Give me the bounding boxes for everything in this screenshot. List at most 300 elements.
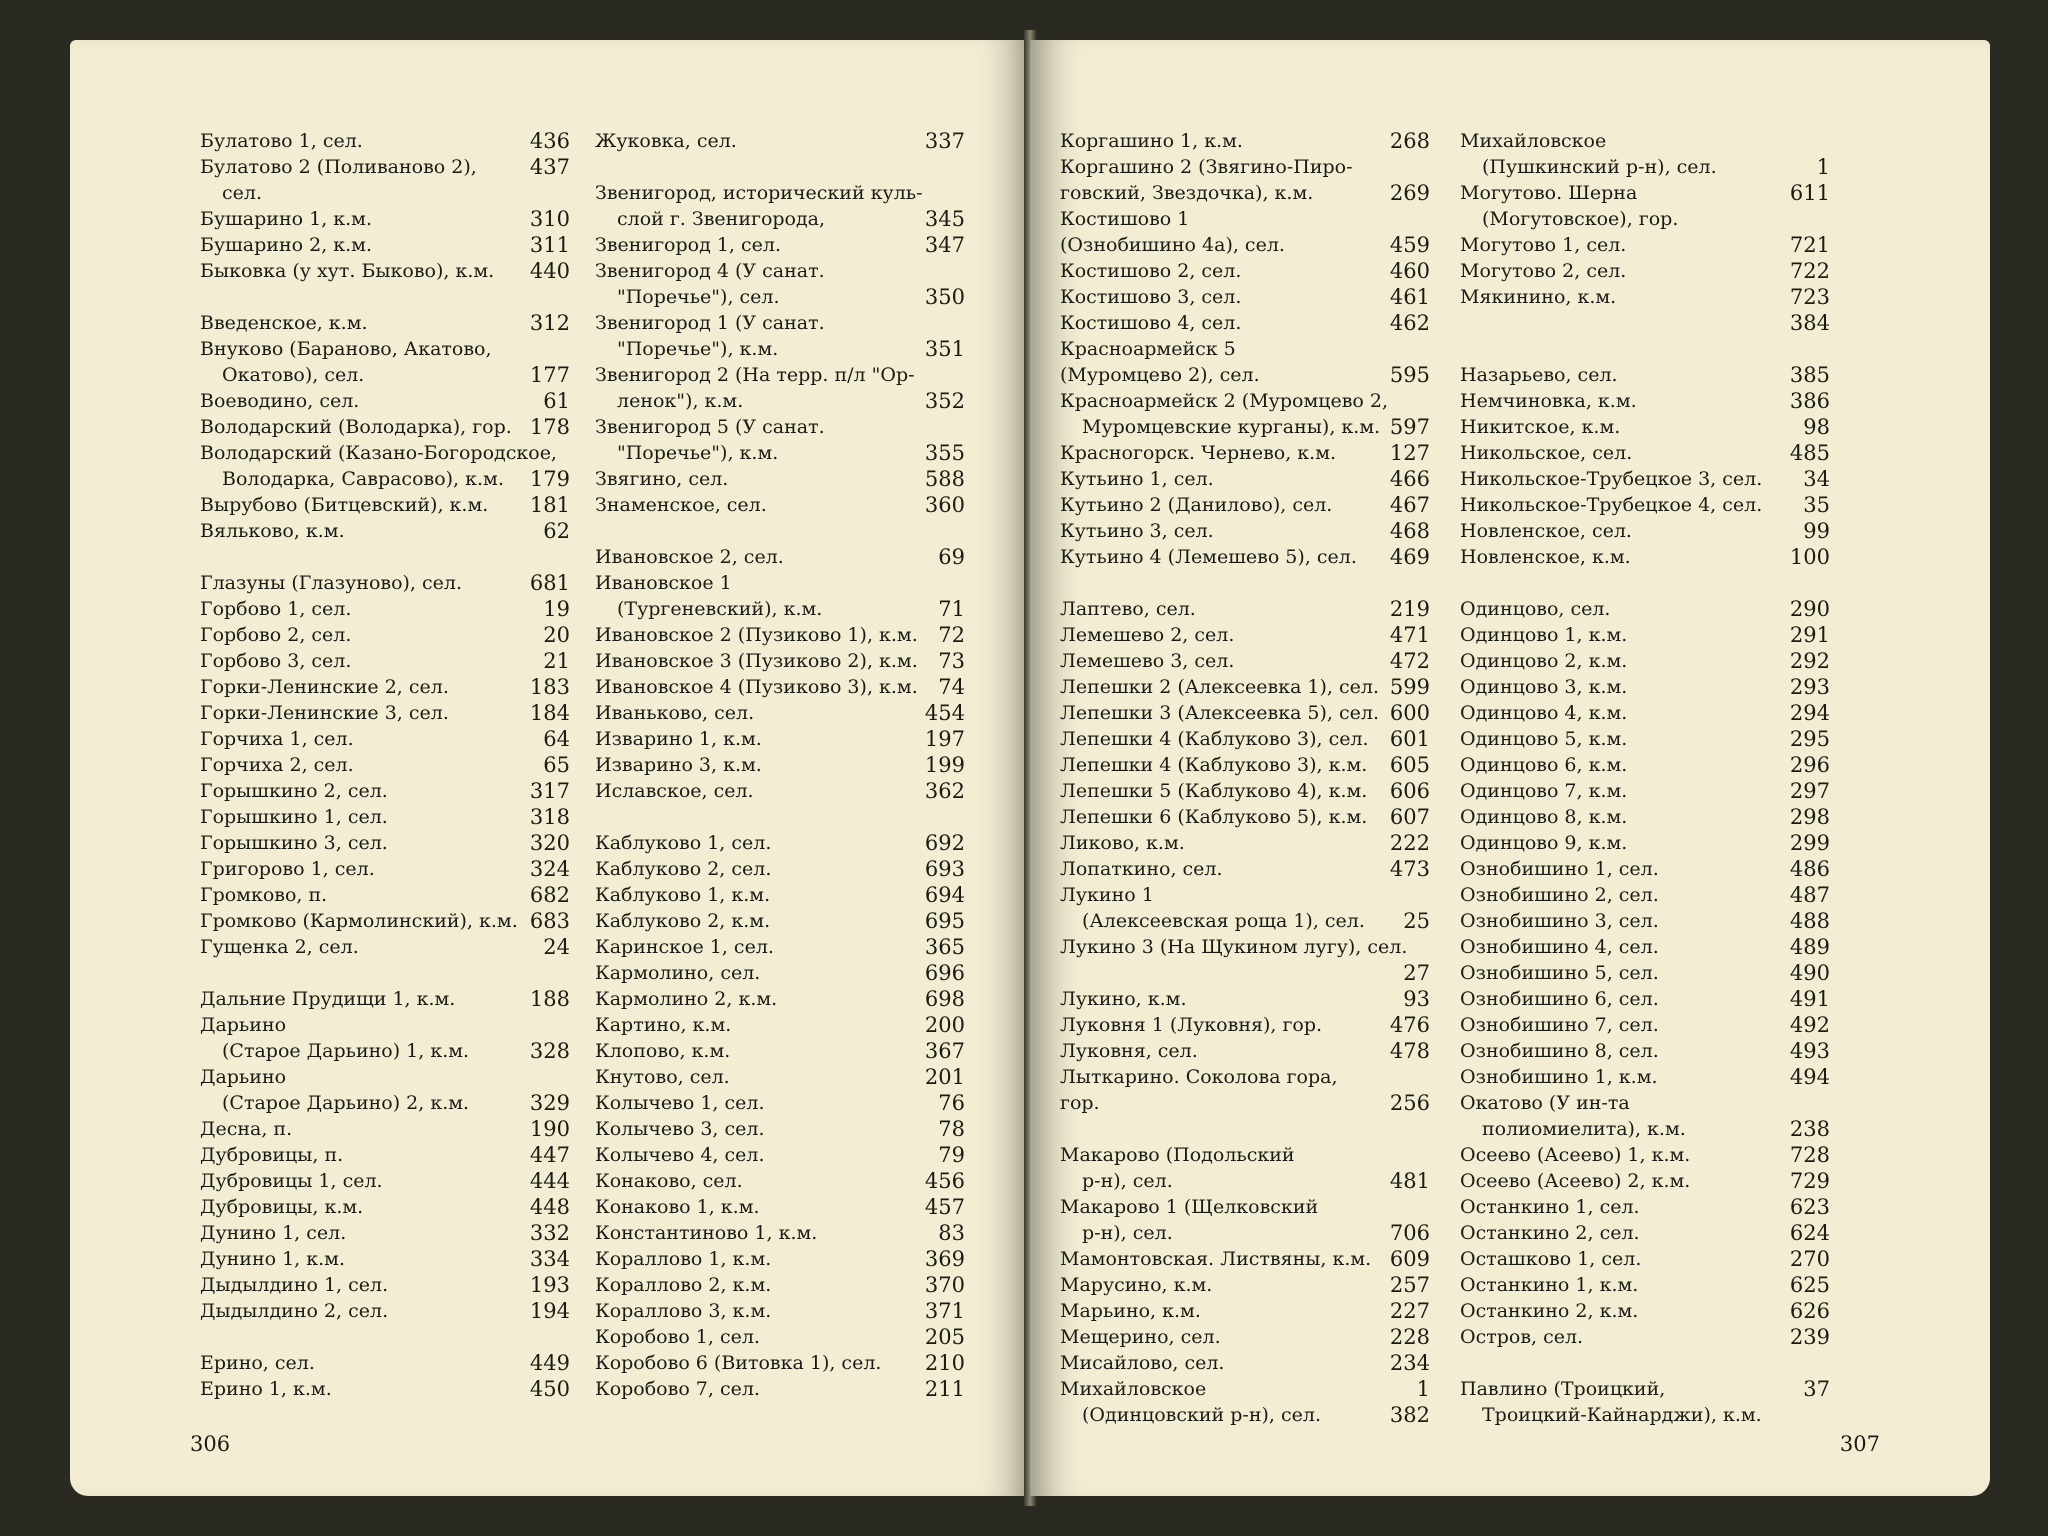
entry-page: 345 [924, 207, 965, 231]
entry-page: 595 [1389, 363, 1430, 387]
index-entry [1060, 856, 1430, 882]
index-entry [595, 1090, 965, 1116]
entry-name: Останкино 1, к.м. [1460, 1274, 1639, 1296]
index-entry [595, 258, 965, 284]
entry-page: 481 [1389, 1169, 1430, 1193]
index-entry [200, 1272, 570, 1298]
entry-name: Назарьево, сел. [1460, 364, 1618, 386]
entry-name: Осташково 1, сел. [1460, 1248, 1642, 1270]
entry-name: Лепешки 2 (Алексеевка 1), сел. [1060, 676, 1380, 698]
entry-page: 329 [529, 1091, 570, 1115]
entry-page: 197 [924, 727, 965, 751]
entry-page: 294 [1789, 701, 1830, 725]
entry-name: Лепешки 4 (Каблуково 3), сел. [1060, 728, 1369, 750]
entry-page: 65 [543, 753, 570, 777]
index-entry [1060, 1298, 1430, 1324]
index-column-2 [595, 128, 965, 1402]
entry-name: р-н), сел. [1082, 1222, 1173, 1244]
entry-name: Ознобишино 1, сел. [1460, 858, 1659, 880]
index-entry [1460, 596, 1830, 622]
index-entry [1060, 232, 1430, 258]
entry-page: 37 [1803, 1377, 1830, 1401]
entry-page: 74 [938, 675, 965, 699]
entry-name: Колычево 4, сел. [595, 1144, 765, 1166]
entry-page: 723 [1789, 285, 1830, 309]
index-column-4 [1460, 128, 1830, 1428]
entry-name: Лукино, к.м. [1060, 988, 1187, 1010]
entry-name: Вяльково, к.м. [200, 520, 345, 542]
entry-name: слой г. Звенигорода, [617, 208, 826, 230]
entry-name: Володарский (Казано-Богородское, [200, 442, 557, 464]
entry-name: Лукино 3 (На Щукином лугу), сел. [1060, 936, 1408, 958]
index-entry [595, 232, 965, 258]
entry-name: (Старое Дарьино) 2, к.м. [222, 1092, 470, 1114]
entry-name: Лепешки 4 (Каблуково 3), к.м. [1060, 754, 1368, 776]
entry-name: Немчиновка, к.м. [1460, 390, 1637, 412]
entry-page: 73 [938, 649, 965, 673]
index-entry [200, 596, 570, 622]
entry-page: 100 [1789, 545, 1830, 569]
entry-name: Десна, п. [200, 1118, 293, 1140]
entry-name: Дубровицы, п. [200, 1144, 344, 1166]
index-entry [595, 440, 965, 466]
entry-name: Дунино 1, сел. [200, 1222, 347, 1244]
entry-name: Булатово 1, сел. [200, 130, 363, 152]
entry-page: 183 [529, 675, 570, 699]
entry-page: 447 [529, 1143, 570, 1167]
index-entry [595, 596, 965, 622]
entry-page: 487 [1789, 883, 1830, 907]
entry-page: 20 [543, 623, 570, 647]
entry-name: Горчиха 2, сел. [200, 754, 354, 776]
entry-name: Володарка, Саврасово), к.м. [222, 468, 504, 490]
entry-page: 382 [1389, 1403, 1430, 1427]
entry-name: Могутово. Шерна [1460, 182, 1638, 204]
entry-name: Ознобишино 6, сел. [1460, 988, 1659, 1010]
entry-page: 352 [924, 389, 965, 413]
index-entry [200, 1116, 570, 1142]
entry-name: Коргашино 2 (Звягино-Пиро- [1060, 156, 1353, 178]
index-entry [595, 570, 965, 596]
entry-name: Кутьино 2 (Данилово), сел. [1060, 494, 1333, 516]
entry-name: Лепешки 5 (Каблуково 4), к.м. [1060, 780, 1368, 802]
index-entry [595, 336, 965, 362]
entry-page: 436 [529, 129, 570, 153]
index-entry [595, 778, 965, 804]
entry-page: 471 [1389, 623, 1430, 647]
index-entry [1460, 310, 1830, 336]
entry-name: Луковня 1 (Луковня), гор. [1060, 1014, 1323, 1036]
entry-page: 194 [529, 1299, 570, 1323]
entry-name: Новленское, к.м. [1460, 546, 1631, 568]
entry-name: Ерино, сел. [200, 1352, 315, 1374]
entry-page: 459 [1389, 233, 1430, 257]
entry-name: Ивановское 1 [595, 572, 732, 594]
entry-page: 385 [1789, 363, 1830, 387]
index-entry [200, 440, 570, 466]
entry-name: Останкино 2, к.м. [1460, 1300, 1639, 1322]
entry-name: Марусино, к.м. [1060, 1274, 1213, 1296]
index-entry [595, 388, 965, 414]
entry-page: 211 [924, 1377, 965, 1401]
index-entry [200, 1194, 570, 1220]
entry-page: 270 [1789, 1247, 1830, 1271]
entry-name: Григорово 1, сел. [200, 858, 375, 880]
index-entry [200, 830, 570, 856]
index-entry [200, 518, 570, 544]
entry-name: Ознобишино 8, сел. [1460, 1040, 1659, 1062]
index-entry [1060, 934, 1430, 960]
entry-page: 83 [938, 1221, 965, 1245]
entry-name: Луковня, сел. [1060, 1040, 1198, 1062]
index-entry [1060, 986, 1430, 1012]
index-entry [595, 1298, 965, 1324]
index-entry [1060, 1220, 1430, 1246]
index-entry [1060, 1402, 1430, 1428]
index-entry [1460, 752, 1830, 778]
entry-name: (Пушкинский р-н), сел. [1482, 156, 1717, 178]
entry-name: Одинцово 3, к.м. [1460, 676, 1628, 698]
index-entry [1060, 414, 1430, 440]
index-entry [1460, 1194, 1830, 1220]
entry-page: 199 [924, 753, 965, 777]
entry-name: Знаменское, сел. [595, 494, 767, 516]
entry-name: Кутьино 3, сел. [1060, 520, 1214, 542]
index-entry [595, 466, 965, 492]
index-entry [595, 128, 965, 154]
index-entry [1460, 908, 1830, 934]
index-entry [1460, 648, 1830, 674]
entry-page: 694 [924, 883, 965, 907]
index-entry [200, 648, 570, 674]
entry-page: 351 [924, 337, 965, 361]
entry-name: Окатово), сел. [222, 364, 365, 386]
index-entry [1460, 804, 1830, 830]
entry-name: Дарьино [200, 1014, 287, 1036]
index-entry [1460, 1116, 1830, 1142]
entry-name: Бушарино 1, к.м. [200, 208, 373, 230]
index-entry [1460, 1012, 1830, 1038]
entry-page: 605 [1389, 753, 1430, 777]
entry-page: 205 [924, 1325, 965, 1349]
entry-page: 490 [1789, 961, 1830, 985]
entry-name: Коробово 1, сел. [595, 1326, 760, 1348]
entry-page: 76 [938, 1091, 965, 1115]
index-entry [1060, 648, 1430, 674]
index-entry [595, 362, 965, 388]
entry-page: 200 [924, 1013, 965, 1037]
entry-name: Ликово, к.м. [1060, 832, 1185, 854]
entry-name: Никольское-Трубецкое 4, сел. [1460, 494, 1763, 516]
index-entry [595, 310, 965, 336]
entry-name: Одинцово 9, к.м. [1460, 832, 1628, 854]
index-entry [200, 1376, 570, 1402]
entry-name: (Алексеевская роща 1), сел. [1082, 910, 1365, 932]
entry-name: Горышкино 1, сел. [200, 806, 388, 828]
entry-page: 448 [529, 1195, 570, 1219]
index-entry [1460, 830, 1830, 856]
entry-page: 473 [1389, 857, 1430, 881]
entry-page: 317 [529, 779, 570, 803]
entry-page: 1 [1816, 155, 1830, 179]
index-entry [1060, 1038, 1430, 1064]
entry-page: 320 [529, 831, 570, 855]
index-entry [1060, 1064, 1430, 1116]
entry-page: 386 [1789, 389, 1830, 413]
entry-name: (Муромцево 2), сел. [1060, 364, 1260, 386]
index-entry [1460, 960, 1830, 986]
entry-page: 472 [1389, 649, 1430, 673]
entry-name: Кораллово 2, к.м. [595, 1274, 772, 1296]
index-entry [595, 1220, 965, 1246]
entry-page: 299 [1789, 831, 1830, 855]
entry-name: Каблуково 2, к.м. [595, 910, 771, 932]
entry-page: 291 [1789, 623, 1830, 647]
entry-name: Макарово 1 (Щелковский [1060, 1196, 1319, 1218]
entry-name: Муромцевские курганы), к.м. [1082, 416, 1381, 438]
index-entry [200, 388, 570, 414]
entry-name: Костишово 1 [1060, 208, 1190, 230]
letter-gap [595, 804, 965, 830]
index-entry [200, 258, 570, 284]
entry-page: 34 [1803, 467, 1830, 491]
entry-page: 210 [924, 1351, 965, 1375]
entry-page: 290 [1789, 597, 1830, 621]
letter-gap [200, 284, 570, 310]
entry-page: 312 [529, 311, 570, 335]
entry-page: 293 [1789, 675, 1830, 699]
letter-gap [200, 960, 570, 986]
entry-name: Костишово 2, сел. [1060, 260, 1242, 282]
entry-name: Воеводино, сел. [200, 390, 360, 412]
entry-page: 489 [1789, 935, 1830, 959]
index-entry [1060, 830, 1430, 856]
index-entry [200, 908, 570, 934]
entry-name: Красноармейск 2 (Муромцево 2, [1060, 390, 1388, 412]
index-entry [200, 804, 570, 830]
index-entry [1060, 1012, 1430, 1038]
index-entry [1060, 1324, 1430, 1350]
index-entry [1460, 934, 1830, 960]
entry-name: (Могутовское), гор. [1482, 208, 1679, 230]
index-entry [200, 1246, 570, 1272]
index-entry [595, 700, 965, 726]
entry-name: Колычево 3, сел. [595, 1118, 765, 1140]
index-entry [595, 1064, 965, 1090]
entry-page: 488 [1789, 909, 1830, 933]
index-entry [200, 882, 570, 908]
index-entry [200, 336, 570, 362]
index-entry [200, 570, 570, 596]
entry-name: Лыткарино. Соколова гора, гор. [1060, 1066, 1344, 1114]
index-entry [200, 726, 570, 752]
index-entry [1060, 258, 1430, 284]
index-entry [1060, 492, 1430, 518]
entry-page: 24 [543, 935, 570, 959]
entry-name: Громково, п. [200, 884, 328, 906]
entry-name: Горышкино 3, сел. [200, 832, 388, 854]
entry-page: 695 [924, 909, 965, 933]
entry-name: Ерино 1, к.м. [200, 1378, 332, 1400]
entry-page: 328 [529, 1039, 570, 1063]
entry-page: 222 [1389, 831, 1430, 855]
index-entry [595, 1246, 965, 1272]
entry-page: 69 [938, 545, 965, 569]
index-entry [1460, 1168, 1830, 1194]
index-entry [200, 856, 570, 882]
entry-name: Дубровицы 1, сел. [200, 1170, 383, 1192]
entry-page: 239 [1789, 1325, 1830, 1349]
entry-page: 337 [924, 129, 965, 153]
letter-gap [595, 518, 965, 544]
entry-name: Одинцово 1, к.м. [1460, 624, 1628, 646]
index-entry [200, 1038, 570, 1064]
entry-page: 64 [543, 727, 570, 751]
index-entry [595, 492, 965, 518]
entry-page: 600 [1389, 701, 1430, 725]
entry-page: 178 [529, 415, 570, 439]
entry-name: Никольское, сел. [1460, 442, 1633, 464]
entry-page: 256 [1389, 1091, 1430, 1115]
entry-page: 296 [1789, 753, 1830, 777]
entry-name: Одинцово 2, к.м. [1460, 650, 1628, 672]
entry-page: 371 [924, 1299, 965, 1323]
index-entry [1460, 1064, 1830, 1090]
entry-page: 457 [924, 1195, 965, 1219]
index-entry [1460, 856, 1830, 882]
index-entry [1060, 310, 1430, 336]
entry-name: Введенское, к.м. [200, 312, 368, 334]
index-entry [1060, 1246, 1430, 1272]
entry-page: 440 [529, 259, 570, 283]
index-entry [200, 986, 570, 1012]
entry-page: 295 [1789, 727, 1830, 751]
entry-name: Ознобишино 4, сел. [1460, 936, 1659, 958]
entry-name: Мякинино, к.м. [1460, 286, 1617, 308]
entry-name: Коргашино 1, к.м. [1060, 130, 1243, 152]
entry-name: Изварино 3, к.м. [595, 754, 762, 776]
entry-name: Останкино 2, сел. [1460, 1222, 1640, 1244]
index-entry [595, 830, 965, 856]
entry-name: Павлино (Троицкий, [1460, 1378, 1666, 1400]
index-entry [595, 180, 965, 206]
index-entry [595, 1168, 965, 1194]
entry-name: Звенигород 1 (У санат. [595, 312, 825, 334]
letter-gap [200, 544, 570, 570]
entry-name: Кораллово 3, к.м. [595, 1300, 772, 1322]
entry-name: Каринское 1, сел. [595, 936, 774, 958]
entry-name: Могутово 1, сел. [1460, 234, 1627, 256]
letter-gap [1460, 336, 1830, 362]
entry-name: Останкино 1, сел. [1460, 1196, 1640, 1218]
index-entry [595, 726, 965, 752]
entry-page: 681 [529, 571, 570, 595]
entry-page: 692 [924, 831, 965, 855]
entry-name: Марьино, к.м. [1060, 1300, 1201, 1322]
entry-name: Глазуны (Глазуново), сел. [200, 572, 463, 594]
index-entry [595, 934, 965, 960]
entry-page: 682 [529, 883, 570, 907]
entry-page: 219 [1389, 597, 1430, 621]
entry-name: Остров, сел. [1460, 1326, 1584, 1348]
entry-page: 99 [1803, 519, 1830, 543]
entry-page: 476 [1389, 1013, 1430, 1037]
index-entry [1460, 414, 1830, 440]
page-number: 306 [190, 1432, 231, 1456]
entry-page: 450 [529, 1377, 570, 1401]
entry-page: 456 [924, 1169, 965, 1193]
entry-name: Коробово 6 (Витовка 1), сел. [595, 1352, 882, 1374]
index-entry [200, 154, 570, 180]
entry-name: Картино, к.м. [595, 1014, 732, 1036]
entry-page: 599 [1389, 675, 1430, 699]
index-entry [200, 232, 570, 258]
index-entry [200, 934, 570, 960]
index-entry [1060, 960, 1430, 986]
entry-page: 624 [1789, 1221, 1830, 1245]
entry-page: 454 [924, 701, 965, 725]
entry-name: "Поречье"), к.м. [617, 442, 779, 464]
index-entry [1460, 258, 1830, 284]
entry-name: Ознобишино 1, к.м. [1460, 1066, 1658, 1088]
entry-name: ленок"), к.м. [617, 390, 744, 412]
index-entry [595, 1376, 965, 1402]
entry-name: Звенигород 5 (У санат. [595, 416, 825, 438]
index-entry [595, 1038, 965, 1064]
entry-page: 362 [924, 779, 965, 803]
entry-name: Красногорск. Чернево, к.м. [1060, 442, 1337, 464]
index-entry [1060, 596, 1430, 622]
index-entry [200, 414, 570, 440]
index-entry [1460, 1376, 1830, 1402]
index-entry [1460, 388, 1830, 414]
entry-name: Ивановское 2 (Пузиково 1), к.м. [595, 624, 918, 646]
entry-page: 696 [924, 961, 965, 985]
index-entry [1460, 1272, 1830, 1298]
index-entry [1460, 128, 1830, 154]
index-entry [200, 674, 570, 700]
index-entry [595, 206, 965, 232]
entry-name: Бушарино 2, к.м. [200, 234, 373, 256]
entry-page: 729 [1789, 1169, 1830, 1193]
entry-name: Каблуково 1, к.м. [595, 884, 771, 906]
entry-page: 360 [924, 493, 965, 517]
index-entry [1460, 778, 1830, 804]
entry-name: Ознобишино 3, сел. [1460, 910, 1659, 932]
entry-page: 269 [1389, 181, 1430, 205]
entry-page: 698 [924, 987, 965, 1011]
entry-name: Костишово 3, сел. [1060, 286, 1242, 308]
index-entry [1060, 674, 1430, 700]
index-entry [1460, 232, 1830, 258]
entry-name: Одинцово 6, к.м. [1460, 754, 1628, 776]
index-entry [1460, 544, 1830, 570]
index-entry [1060, 622, 1430, 648]
entry-page: 365 [924, 935, 965, 959]
index-entry [200, 1298, 570, 1324]
entry-name: Иванькoво, сел. [595, 702, 755, 724]
entry-page: 367 [924, 1039, 965, 1063]
letter-gap [1060, 1116, 1430, 1142]
entry-page: 193 [529, 1273, 570, 1297]
index-entry [1460, 1142, 1830, 1168]
entry-name: Константиново 1, к.м. [595, 1222, 818, 1244]
index-entry [595, 960, 965, 986]
index-entry [1460, 882, 1830, 908]
index-entry [1460, 1298, 1830, 1324]
entry-name: Осеево (Асеево) 1, к.м. [1460, 1144, 1691, 1166]
entry-name: Красноармейск 5 [1060, 338, 1236, 360]
